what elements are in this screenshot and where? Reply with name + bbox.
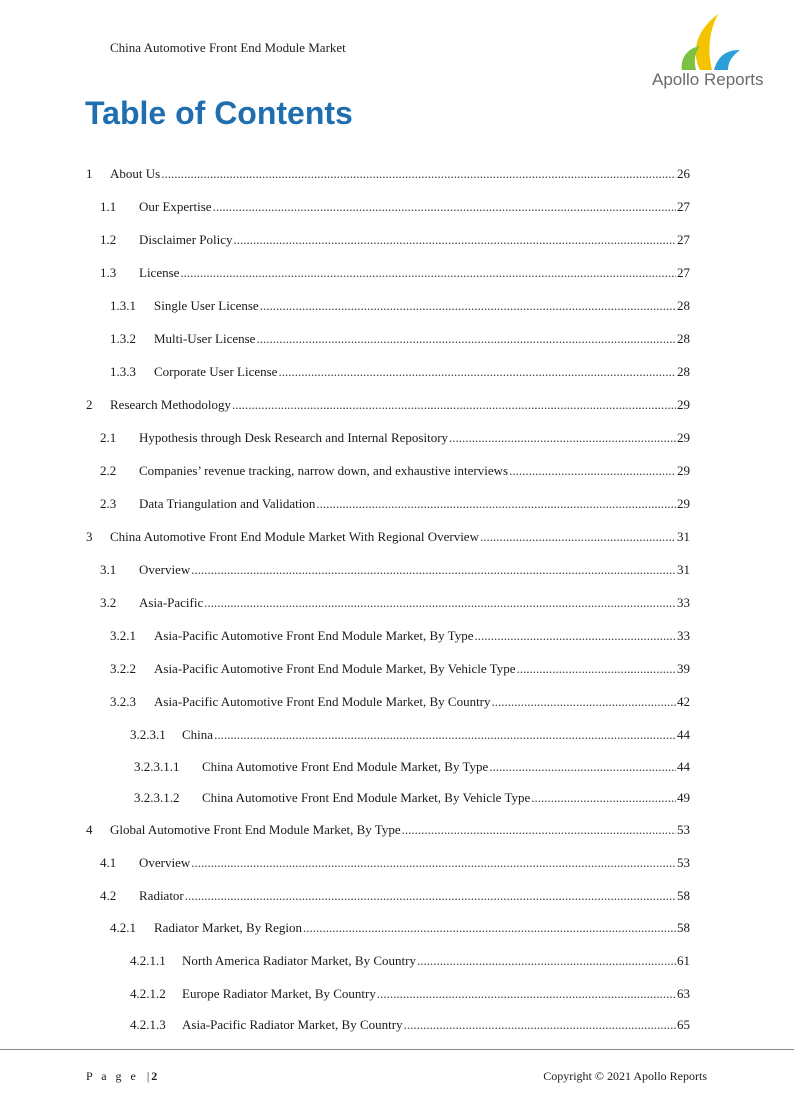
toc-dot-leader (480, 528, 676, 546)
toc-entry-title: Radiator Market, By Region (154, 920, 303, 935)
toc-entry-number: 3.2.3 (110, 694, 136, 709)
toc-entry-page: 65 (677, 1017, 690, 1032)
toc-dot-leader (316, 495, 676, 513)
toc-entry-number: 1 (86, 166, 93, 181)
toc-entry-title: Overview (139, 562, 191, 577)
toc-entry[interactable] (110, 627, 690, 645)
toc-entry[interactable] (100, 561, 690, 579)
toc-entry[interactable] (100, 462, 690, 480)
toc-entry-number: 3 (86, 529, 93, 544)
toc-dot-leader (509, 462, 676, 480)
toc-entry-title: Overview (139, 855, 191, 870)
toc-entry-title: Asia-Pacific Automotive Front End Module Market, By Vehicle Type (154, 661, 516, 676)
apollo-reports-logo (648, 12, 774, 92)
toc-entry-number: 3.2 (100, 595, 117, 610)
toc-dot-leader (191, 561, 676, 579)
toc-entry-title: Hypothesis through Desk Research and Internal Repository (139, 430, 449, 445)
toc-entry-title: Asia-Pacific Automotive Front End Module Market, By Type (154, 628, 474, 643)
toc-dot-leader (377, 985, 676, 1003)
toc-dot-leader (185, 887, 676, 905)
toc-entry[interactable] (130, 985, 690, 1003)
logo-text: Apollo Reports (652, 70, 764, 89)
toc-entry-page: 29 (677, 496, 690, 511)
toc-entry-page: 58 (677, 920, 690, 935)
toc-entry-title: Multi-User License (154, 331, 256, 346)
logo-leaf-icon (678, 12, 742, 70)
toc-entry-page: 29 (677, 430, 690, 445)
toc-entry-number: 3.2.3.1.2 (134, 790, 180, 805)
toc-dot-leader (232, 396, 676, 414)
toc-entry-page: 42 (677, 694, 690, 709)
toc-entry-page: 31 (677, 529, 690, 544)
toc-dot-leader (449, 429, 676, 447)
toc-entry-number: 2.2 (100, 463, 117, 478)
toc-entry-page: 49 (677, 790, 690, 805)
toc-dot-leader (417, 952, 676, 970)
toc-entry-page: 28 (677, 298, 690, 313)
toc-entry-number: 1.3.2 (110, 331, 136, 346)
toc-entry-number: 1.2 (100, 232, 117, 247)
toc-entry-number: 2.1 (100, 430, 117, 445)
toc-entry[interactable] (130, 726, 690, 744)
toc-entry-page: 33 (677, 628, 690, 643)
toc-entry-number: 1.3.3 (110, 364, 136, 379)
toc-entry-title: China Automotive Front End Module Market, By Type (202, 759, 489, 774)
toc-entry[interactable] (100, 264, 690, 282)
toc-entry-title: About Us (110, 166, 161, 181)
toc-entry[interactable] (134, 758, 690, 776)
toc-entry-title: Data Triangulation and Validation (139, 496, 316, 511)
toc-entry-number: 4.2 (100, 888, 117, 903)
toc-entry-page: 61 (677, 953, 690, 968)
toc-entry-number: 1.3.1 (110, 298, 136, 313)
footer-copyright: Copyright © 2021 Apollo Reports (543, 1069, 707, 1083)
toc-entry-number: 3.2.1 (110, 628, 136, 643)
toc-entry-number: 4.2.1.2 (130, 986, 166, 1001)
toc-entry-title: Our Expertise (139, 199, 212, 214)
toc-entry[interactable] (86, 165, 690, 183)
toc-dot-leader (474, 627, 676, 645)
toc-entry[interactable] (100, 231, 690, 249)
toc-dot-leader (402, 821, 676, 839)
toc-entry[interactable] (134, 789, 690, 807)
toc-entry[interactable] (130, 952, 690, 970)
toc-entry-number: 4.2.1.3 (130, 1017, 166, 1032)
toc-entry[interactable] (110, 660, 690, 678)
toc-entry-title: China Automotive Front End Module Market, By Vehicle Type (202, 790, 531, 805)
document-header-title: China Automotive Front End Module Market (110, 40, 346, 55)
toc-entry-page: 44 (677, 759, 690, 774)
toc-entry[interactable] (100, 198, 690, 216)
footer-page-label: P a g e (86, 1069, 139, 1083)
toc-dot-leader (161, 165, 676, 183)
toc-dot-leader (404, 1016, 676, 1034)
toc-heading: Table of Contents (85, 95, 353, 131)
toc-entry-title: Companies’ revenue tracking, narrow down, and exhaustive interviews (139, 463, 509, 478)
toc-dot-leader (516, 660, 676, 678)
toc-entry-title: Corporate User License (154, 364, 278, 379)
toc-entry-page: 53 (677, 855, 690, 870)
toc-entry[interactable] (110, 919, 690, 937)
toc-dot-leader (213, 198, 676, 216)
toc-entry-number: 1.1 (100, 199, 117, 214)
toc-dot-leader (234, 231, 676, 249)
toc-entry-title: License (139, 265, 180, 280)
toc-entry[interactable] (86, 396, 690, 414)
toc-entry-number: 1.3 (100, 265, 117, 280)
toc-entry-number: 3.1 (100, 562, 117, 577)
toc-entry-page: 33 (677, 595, 690, 610)
toc-dot-leader (531, 789, 676, 807)
toc-entry-page: 53 (677, 822, 690, 837)
toc-entry-title: Asia-Pacific (139, 595, 204, 610)
toc-entry[interactable] (110, 297, 690, 315)
toc-dot-leader (180, 264, 676, 282)
toc-entry-page: 27 (677, 232, 690, 247)
toc-entry[interactable] (130, 1016, 690, 1034)
toc-entry-title: Single User License (154, 298, 259, 313)
toc-entry-page: 28 (677, 364, 690, 379)
toc-dot-leader (256, 330, 676, 348)
toc-entry-title: Research Methodology (110, 397, 231, 412)
toc-entry[interactable] (100, 887, 690, 905)
toc-entry[interactable] (100, 495, 690, 513)
footer-page-indicator (86, 1069, 157, 1084)
toc-dot-leader (492, 693, 676, 711)
toc-entry-page: 39 (677, 661, 690, 676)
toc-entry-page: 29 (677, 397, 690, 412)
toc-dot-leader (303, 919, 676, 937)
toc-entry-number: 3.2.3.1 (130, 727, 166, 742)
toc-entry-page: 28 (677, 331, 690, 346)
toc-entry-number: 4.2.1 (110, 920, 136, 935)
toc-entry-title: Disclaimer Policy (139, 232, 233, 247)
toc-entry[interactable] (110, 330, 690, 348)
footer-separator: | (146, 1069, 150, 1083)
footer-page-number: 2 (151, 1069, 158, 1083)
toc-entry-page: 29 (677, 463, 690, 478)
toc-entry[interactable] (86, 528, 690, 546)
toc-entry-page: 58 (677, 888, 690, 903)
toc-entry[interactable] (110, 363, 690, 381)
toc-entry-number: 3.2.3.1.1 (134, 759, 180, 774)
toc-entry[interactable] (110, 693, 690, 711)
toc-entry-number: 2.3 (100, 496, 117, 511)
toc-entry-page: 26 (677, 166, 690, 181)
toc-entry-title: Europe Radiator Market, By Country (182, 986, 376, 1001)
footer-divider (0, 1049, 794, 1050)
toc-entry-title: China (182, 727, 214, 742)
toc-dot-leader (214, 726, 676, 744)
toc-entry-page: 31 (677, 562, 690, 577)
toc-entry-title: Global Automotive Front End Module Market, By Type (110, 822, 401, 837)
toc-entry[interactable] (100, 594, 690, 612)
toc-entry-title: China Automotive Front End Module Market With Regional Overview (110, 529, 479, 544)
toc-entry[interactable] (100, 854, 690, 872)
toc-entry-number: 2 (86, 397, 93, 412)
toc-entry-title: Asia-Pacific Automotive Front End Module Market, By Country (154, 694, 491, 709)
toc-dot-leader (489, 758, 676, 776)
toc-entry-page: 27 (677, 265, 690, 280)
toc-entry-title: North America Radiator Market, By Country (182, 953, 416, 968)
toc-entry-title: Asia-Pacific Radiator Market, By Country (182, 1017, 403, 1032)
toc-entry-number: 4 (86, 822, 93, 837)
toc-entry-number: 4.2.1.1 (130, 953, 166, 968)
toc-dot-leader (278, 363, 676, 381)
toc-entry-title: Radiator (139, 888, 184, 903)
toc-dot-leader (260, 297, 676, 315)
toc-entry-page: 27 (677, 199, 690, 214)
toc-entry-number: 3.2.2 (110, 661, 136, 676)
toc-entry[interactable] (100, 429, 690, 447)
toc-entry-page: 44 (677, 727, 690, 742)
toc-entry[interactable] (86, 821, 690, 839)
toc-dot-leader (204, 594, 676, 612)
toc-entry-number: 4.1 (100, 855, 117, 870)
toc-dot-leader (191, 854, 676, 872)
toc-entry-page: 63 (677, 986, 690, 1001)
